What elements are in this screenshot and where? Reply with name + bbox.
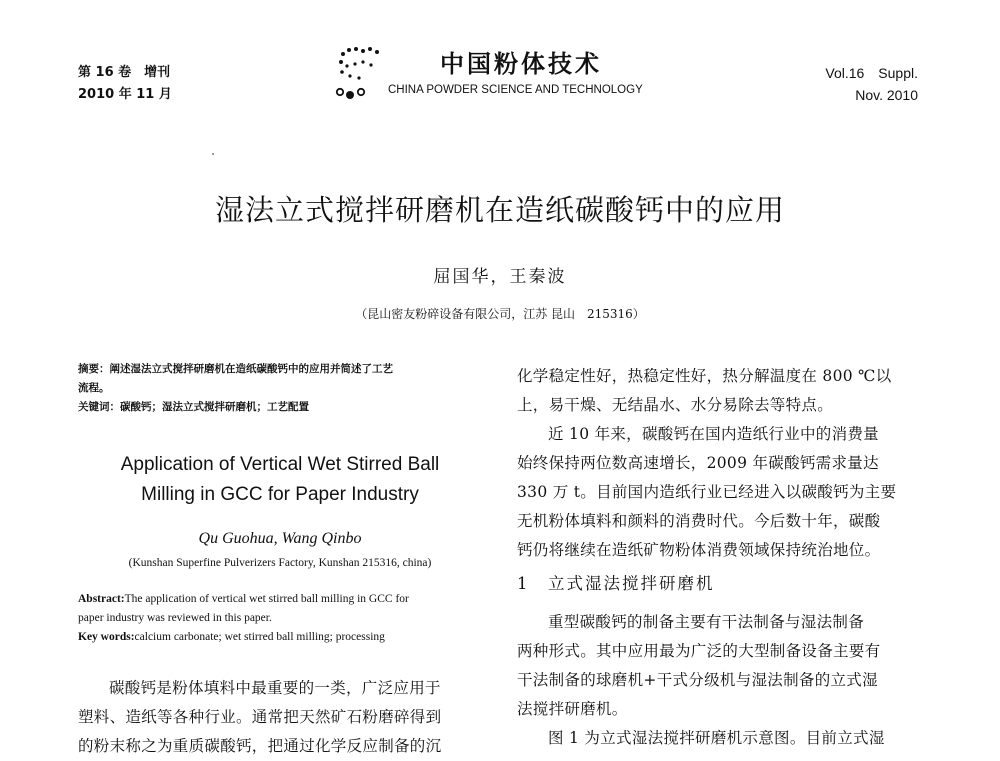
right-p2-line-2: 始终保持两位数高速增长，2009 年碳酸钙需求量达 xyxy=(517,454,879,472)
left-body-line-1: 碳酸钙是粉体填料中最重要的一类，广泛应用于 xyxy=(109,679,441,697)
right-p2-line-3: 330 万 t。目前国内造纸行业已经进入以碳酸钙为主要 xyxy=(517,483,897,501)
right-p3-line-2: 两种形式。其中应用最为广泛的大型制备设备主要有 xyxy=(517,642,881,660)
english-keywords-text: calcium carbonate; wet stirred ball milling; processing xyxy=(134,631,385,643)
right-p4-line-1: 图 1 为立式湿法搅拌研磨机示意图。目前立式湿 xyxy=(548,729,885,747)
english-title-line-1: Application of Vertical Wet Stirred Ball xyxy=(120,454,440,475)
right-p3-line-4: 法搅拌研磨机。 xyxy=(517,700,628,718)
journal-issue-info xyxy=(78,62,172,106)
article-authors: 屈国华，王秦波 xyxy=(433,267,567,287)
right-body-section-1 xyxy=(517,608,921,753)
right-p1-line-1: 化学稳定性好，热稳定性好，热分解温度在 800 ℃以 xyxy=(517,367,892,385)
date-line: 2010 年 11 月 xyxy=(78,87,172,102)
journal-volume-info-en xyxy=(825,62,918,106)
volume-line: 第 16 卷 增刊 xyxy=(78,65,171,80)
english-abstract-label: Abstract: xyxy=(78,593,125,605)
keywords-cn-label: 关键词： xyxy=(78,401,120,413)
left-body-line-2: 塑料、造纸等各种行业。通常把天然矿石粉磨碎得到 xyxy=(78,708,442,726)
english-title xyxy=(78,450,482,510)
english-abstract-text-1: The application of vertical wet stirred ball milling in GCC for xyxy=(124,593,409,605)
english-abstract xyxy=(78,590,482,647)
volume-line-en: Vol.16 Suppl. xyxy=(825,65,918,81)
article-title: 湿法立式搅拌研磨机在造纸碳酸钙中的应用 xyxy=(214,193,785,227)
english-title-line-2: Milling in GCC for Paper Industry xyxy=(141,484,419,505)
english-authors: Qu Guohua, Wang Qinbo xyxy=(198,530,362,547)
abstract-cn-text-1: 阐述湿法立式搅拌研磨机在造纸碳酸钙中的应用并简述了工艺 xyxy=(109,363,393,375)
article-affiliation: （昆山密友粉碎设备有限公司，江苏 昆山 215316） xyxy=(355,307,645,321)
journal-name-cn: 中国粉体技术 xyxy=(440,49,602,78)
abstract-cn-label: 摘要： xyxy=(78,363,110,375)
english-abstract-text-2: paper industry was reviewed in this paper. xyxy=(78,612,272,624)
abstract-cn xyxy=(78,360,482,417)
right-p2-line-1: 近 10 年来，碳酸钙在国内造纸行业中的消费量 xyxy=(548,425,879,443)
right-p3-line-3: 干法制备的球磨机+干式分级机与湿法制备的立式湿 xyxy=(517,671,878,689)
abstract-cn-text-2: 流程。 xyxy=(78,382,110,394)
keywords-cn-text: 碳酸钙；湿法立式搅拌研磨机；工艺配置 xyxy=(120,401,309,413)
section-heading-1: 1 立式湿法搅拌研磨机 xyxy=(517,574,715,593)
right-body-intro xyxy=(517,362,921,565)
date-line-en: Nov. 2010 xyxy=(855,87,918,103)
right-p2-line-5: 钙仍将继续在造纸矿物粉体消费领域保持统治地位。 xyxy=(517,541,881,559)
scan-speck xyxy=(212,153,214,155)
journal-name-en: CHINA POWDER SCIENCE AND TECHNOLOGY xyxy=(388,84,643,96)
right-p2-line-4: 无机粉体填料和颜料的消费时代。今后数十年，碳酸 xyxy=(517,512,881,530)
left-body-line-3: 的粉末称之为重质碳酸钙，把通过化学反应制备的沉 xyxy=(78,737,442,755)
english-affiliation: (Kunshan Superfine Pulverizers Factory, Kunshan 215316, china) xyxy=(128,557,432,569)
right-p3-line-1: 重型碳酸钙的制备主要有干法制备与湿法制备 xyxy=(548,613,865,631)
left-body-text xyxy=(78,674,482,761)
english-keywords-label: Key words: xyxy=(78,631,135,643)
right-p1-line-2: 上，易干燥、无结晶水、水分易除去等特点。 xyxy=(517,396,834,414)
